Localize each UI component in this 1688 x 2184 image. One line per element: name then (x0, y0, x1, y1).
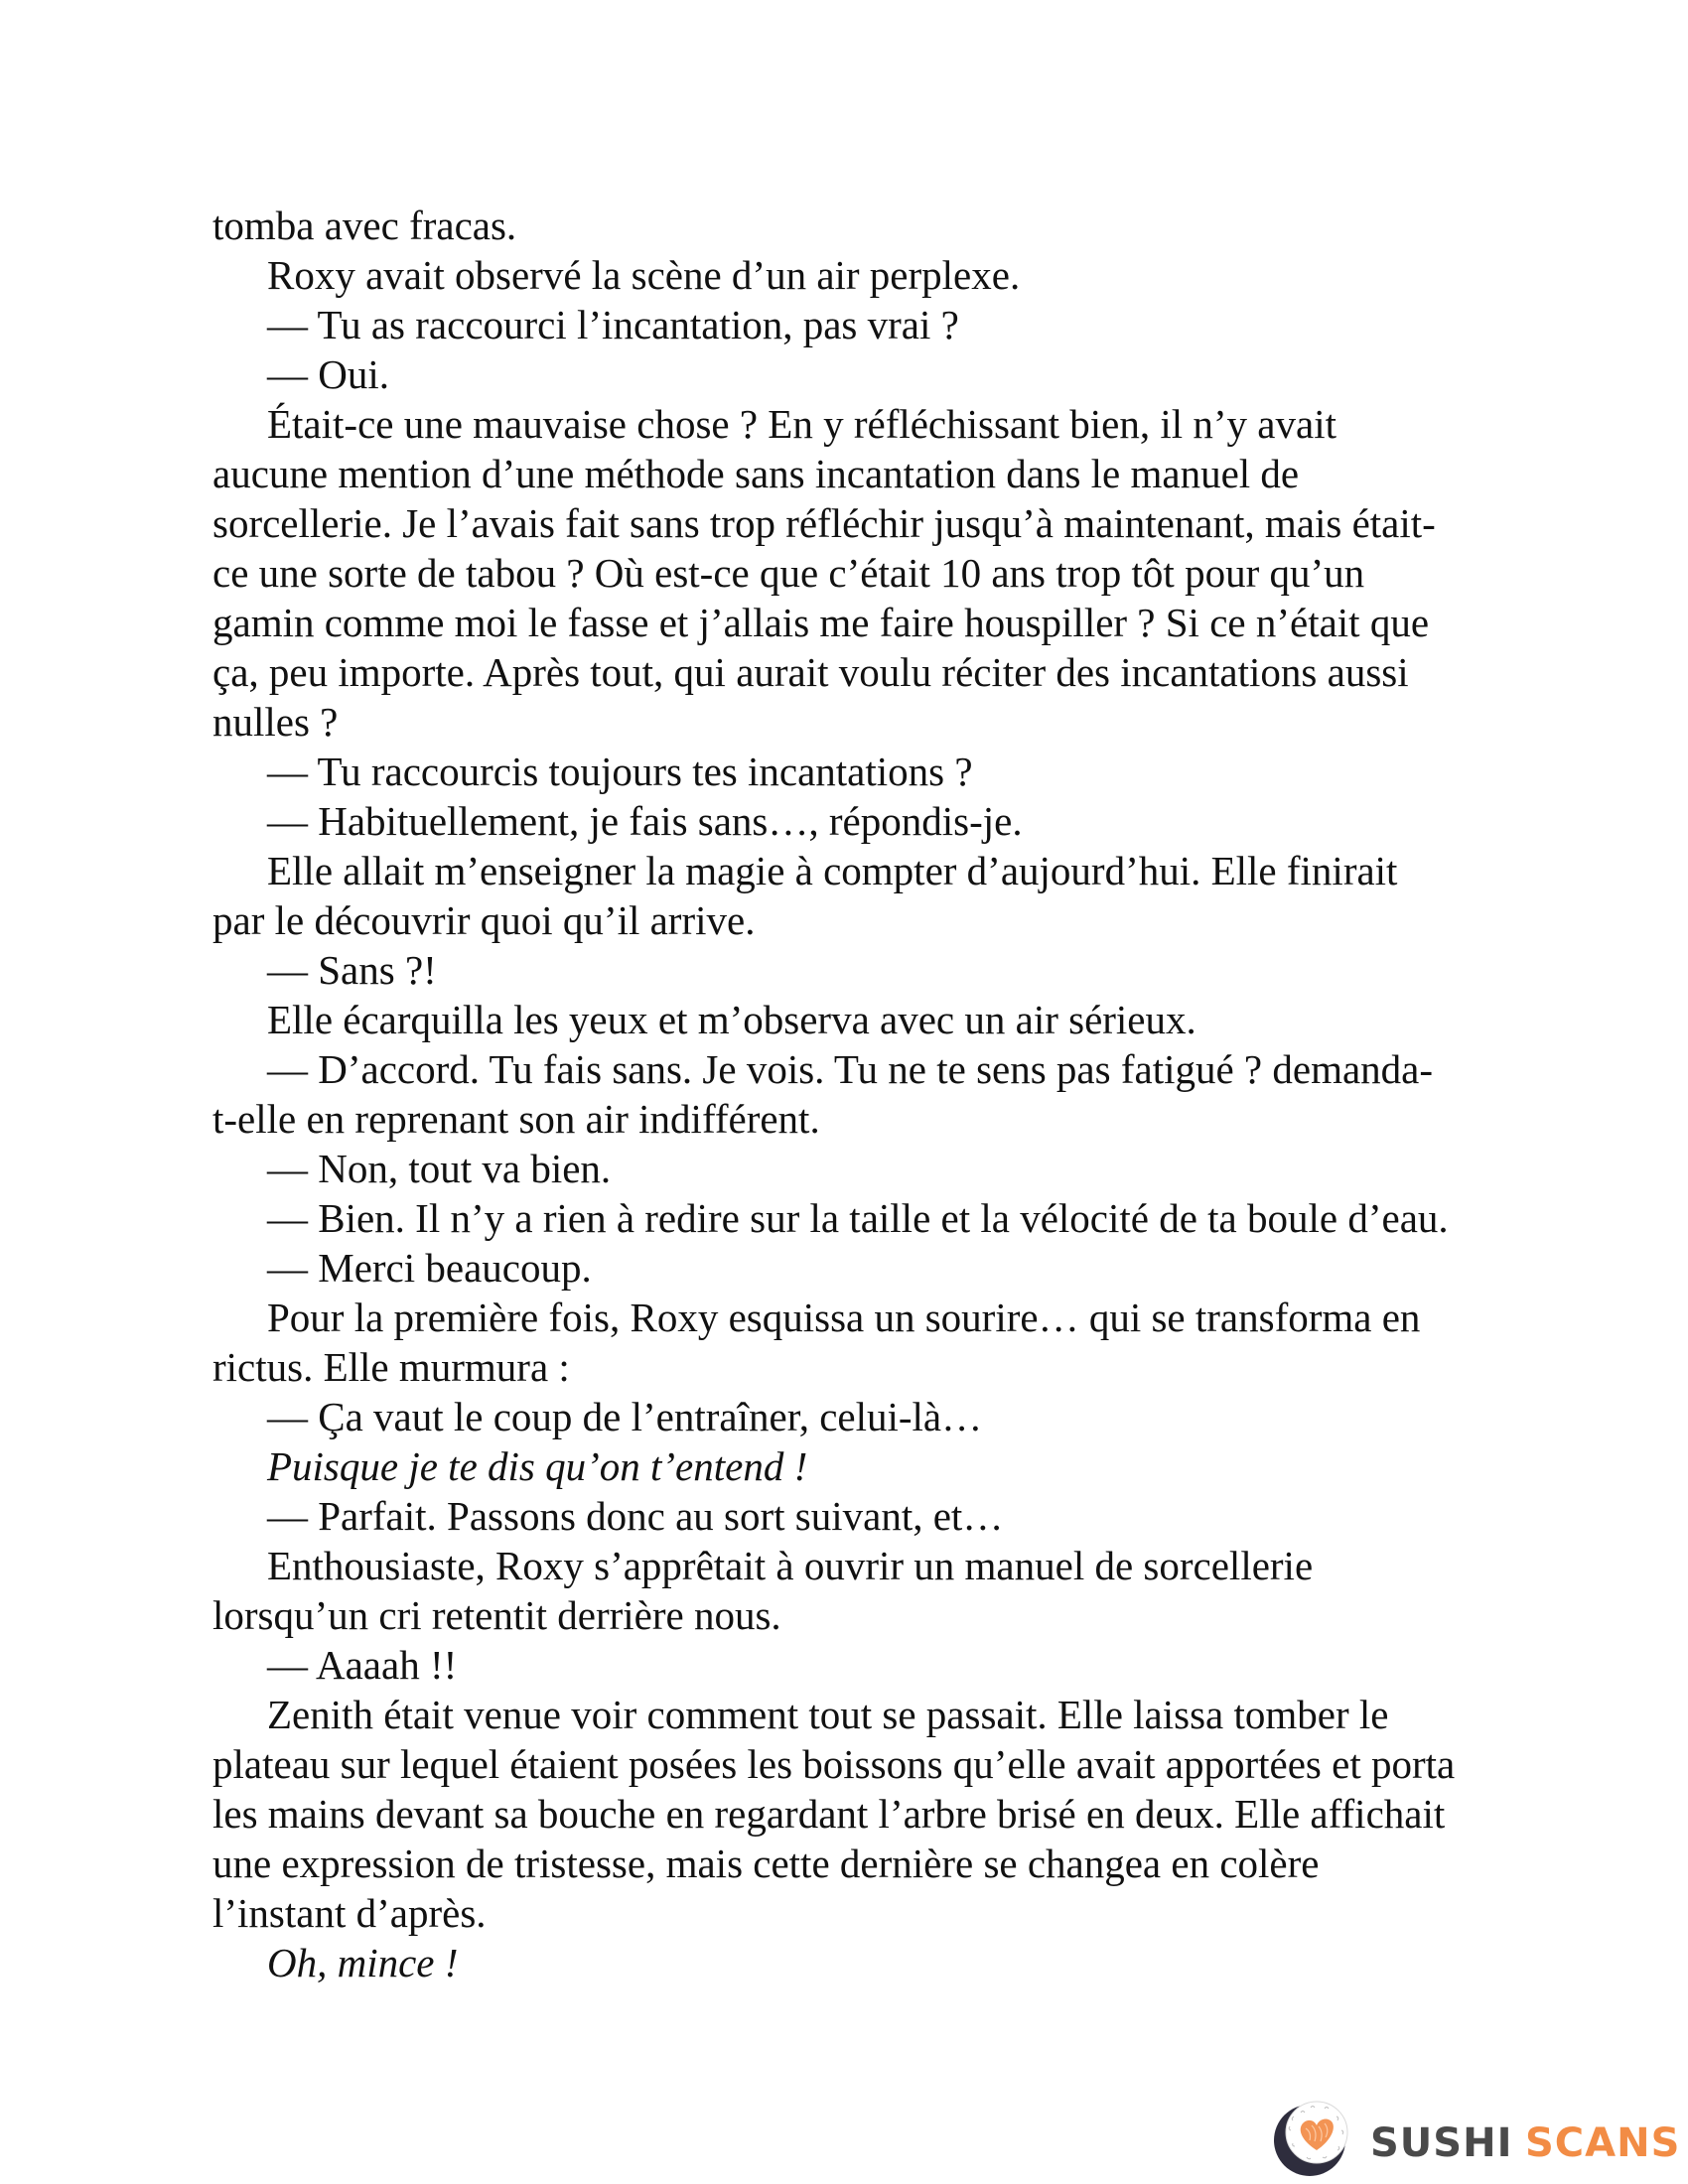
text-line: ça, peu importe. Après tout, qui aurait voulu réciter des incantations aussi (212, 649, 1409, 695)
sushi-scans-logo (1271, 2099, 1688, 2184)
text-line: rictus. Elle murmura : (212, 1344, 570, 1390)
text-line: sorcellerie. Je l’avais fait sans trop réfléchir jusqu’à maintenant, mais était- (212, 500, 1436, 546)
text-line: Elle écarquilla les yeux et m’observa avec un air sérieux. (267, 997, 1196, 1042)
text-line: — Ça vaut le coup de l’entraîner, celui-là… (267, 1394, 983, 1439)
text-line: Était-ce une mauvaise chose ? En y réfléchissant bien, il n’y avait (267, 401, 1336, 447)
text-line: gamin comme moi le fasse et j’allais me faire houspiller ? Si ce n’était que (212, 600, 1430, 645)
book-page-text (212, 201, 1523, 1987)
text-line: Zenith était venue voir comment tout se passait. Elle laissa tomber le (267, 1692, 1389, 1737)
text-line: t-elle en reprenant son air indifférent. (212, 1096, 820, 1142)
sushi-scans-watermark (1271, 2099, 1688, 2184)
text-line: — Tu raccourcis toujours tes incantations ? (267, 749, 973, 794)
text-line: aucune mention d’une méthode sans incantation dans le manuel de (212, 451, 1300, 496)
watermark-word-scans: SCANS (1525, 2120, 1681, 2166)
text-line: lorsqu’un cri retentit derrière nous. (212, 1592, 781, 1638)
text-line: Elle allait m’enseigner la magie à compter d’aujourd’hui. Elle finirait (267, 848, 1398, 893)
text-line: — D’accord. Tu fais sans. Je vois. Tu ne te sens pas fatigué ? demanda- (267, 1046, 1434, 1092)
text-line: tomba avec fracas. (212, 203, 517, 248)
text-line: une expression de tristesse, mais cette dernière se changea en colère (212, 1841, 1320, 1886)
text-line: Roxy avait observé la scène d’un air perplexe. (267, 252, 1021, 298)
text-line: — Sans ?! (267, 947, 437, 993)
text-line: — Oui. (267, 351, 389, 397)
text-line: nulles ? (212, 699, 339, 745)
text-line: — Parfait. Passons donc au sort suivant, et… (267, 1493, 1004, 1539)
text-line: l’instant d’après. (212, 1890, 487, 1936)
watermark-word-sushi: SUSHI (1370, 2120, 1513, 2166)
text-line: plateau sur lequel étaient posées les boissons qu’elle avait apportées et porta (212, 1741, 1456, 1787)
text-line: — Merci beaucoup. (267, 1245, 592, 1291)
text-line: les mains devant sa bouche en regardant l’arbre brisé en deux. Elle affichait (212, 1791, 1446, 1837)
text-line: Pour la première fois, Roxy esquissa un sourire… qui se transforma en (267, 1295, 1421, 1340)
text-line: ce une sorte de tabou ? Où est-ce que c’était 10 ans trop tôt pour qu’un (212, 550, 1365, 596)
text-line: par le découvrir quoi qu’il arrive. (212, 897, 756, 943)
text-line-italic: Oh, mince ! (267, 1940, 459, 1985)
text-line: — Aaaah !! (267, 1642, 458, 1688)
text-line: — Tu as raccourci l’incantation, pas vrai ? (267, 302, 959, 347)
text-line: Enthousiaste, Roxy s’apprêtait à ouvrir un manuel de sorcellerie (267, 1543, 1314, 1588)
text-line-italic: Puisque je te dis qu’on t’entend ! (267, 1443, 808, 1489)
text-line: — Non, tout va bien. (267, 1146, 612, 1191)
sushi-roll-heart-icon (1274, 2102, 1347, 2176)
text-line: — Bien. Il n’y a rien à redire sur la taille et la vélocité de ta boule d’eau. (267, 1195, 1449, 1241)
text-line: — Habituellement, je fais sans…, répondis-je. (267, 798, 1023, 844)
